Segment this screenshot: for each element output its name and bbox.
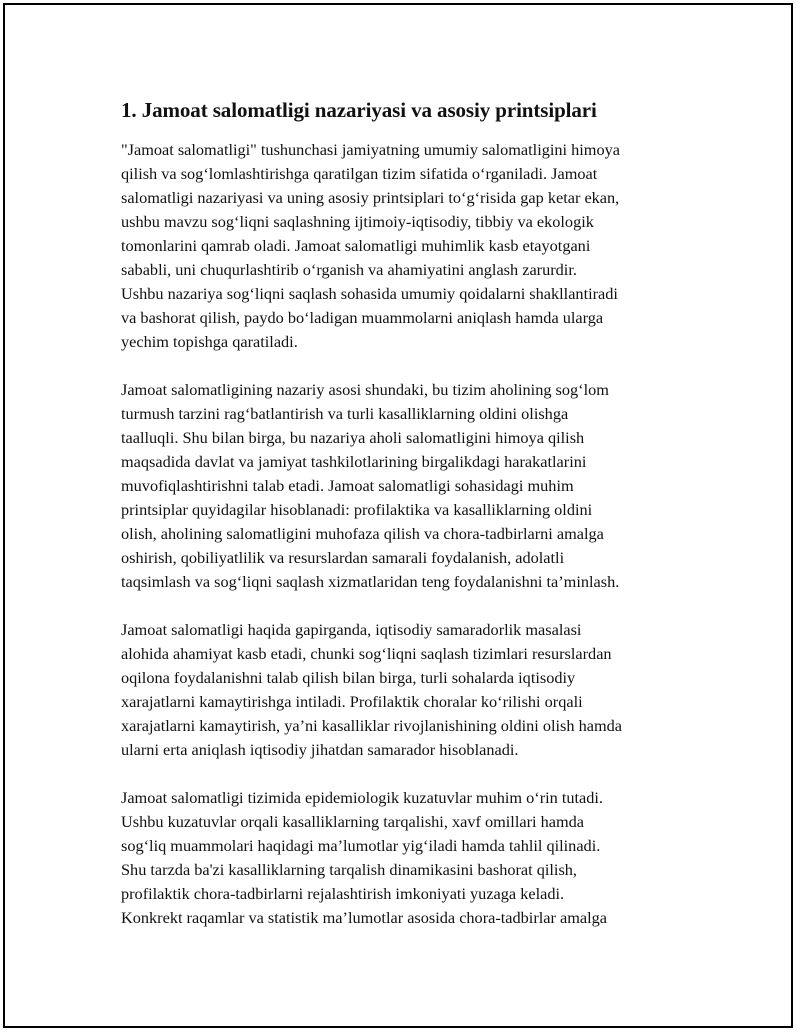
section-heading: 1. Jamoat salomatligi nazariyasi va asosiy printsiplari	[121, 98, 597, 122]
document-content	[121, 96, 693, 954]
paragraph-1: "Jamoat salomatligi" tushunchasi jamiyatning umumiy salomatligini himoya qilish va sog‘lomlashtirishga qaratilgan tizim sifatida o‘rganiladi. Jamoat salomatligi nazariyasi va uning asosiy printsiplari to‘g‘risida gap ketar ekan, ushbu mavzu sog‘liqni saqlashning ijtimoiy-iqtisodiy, tibbiy va ekologik tomonlarini qamrab oladi. Jamoat salomatligi muhimlik kasb etayotgani sababli, uni chuqurlashtirib o‘rganish va ahamiyatini anglash zarurdir. Ushbu nazariya sog‘liqni saqlash sohasida umumiy qoidalarni shakllantiradi va bashorat qilish, paydo bo‘ladigan muammolarni aniqlash hamda ularga yechim topishga qaratiladi.	[121, 140, 620, 351]
paragraph-2: Jamoat salomatligining nazariy asosi shundaki, bu tizim aholining sog‘lom turmush tarzini rag‘batlantirish va turli kasalliklarning oldini olishga taalluqli. Shu bilan birga, bu nazariya aholi salomatligini himoya qilish maqsadida davlat va jamiyat tashkilotlarining birgalikdagi harakatlarini muvofiqlashtirishni talab etadi. Jamoat salomatligi sohasidagi muhim printsiplar quyidagilar hisoblanadi: profilaktika va kasalliklarning oldini olish, aholining salomatligini muhofaza qilish va chora-tadbirlarni amalga oshirish, qobiliyatlilik va resurslardan samarali foydalanish, adolatli taqsimlash va sog‘liqni saqlash xizmatlaridan teng foydalanishni ta’minlash.	[121, 380, 620, 591]
document-page	[3, 3, 793, 1028]
paragraph-4: Jamoat salomatligi tizimida epidemiologik kuzatuvlar muhim o‘rin tutadi. Ushbu kuzatuvlar orqali kasalliklarning tarqalishi, xavf omillari hamda sog‘liq muammolari haqidagi ma’lumotlar yig‘iladi hamda tahlil qilinadi. Shu tarzda ba'zi kasalliklarning tarqalish dinamikasini bashorat qilish, profilaktik chora-tadbirlarni rejalashtirish imkoniyati yuzaga keladi. Konkrekt raqamlar va statistik ma’lumotlar asosida chora-tadbirlar amalga	[121, 788, 607, 927]
paragraph-3: Jamoat salomatligi haqida gapirganda, iqtisodiy samaradorlik masalasi alohida ahamiyat kasb etadi, chunki sog‘liqni saqlash tizimlari resurslardan oqilona foydalanishni talab qilish bilan birga, turli sohalarda iqtisodiy xarajatlarni kamaytirishga intiladi. Profilaktik choralar ko‘rilishi orqali xarajatlarni kamaytirish, ya’ni kasalliklar rivojlanishining oldini olish hamda ularni erta aniqlash iqtisodiy jihatdan samarador hisoblanadi.	[121, 620, 622, 759]
